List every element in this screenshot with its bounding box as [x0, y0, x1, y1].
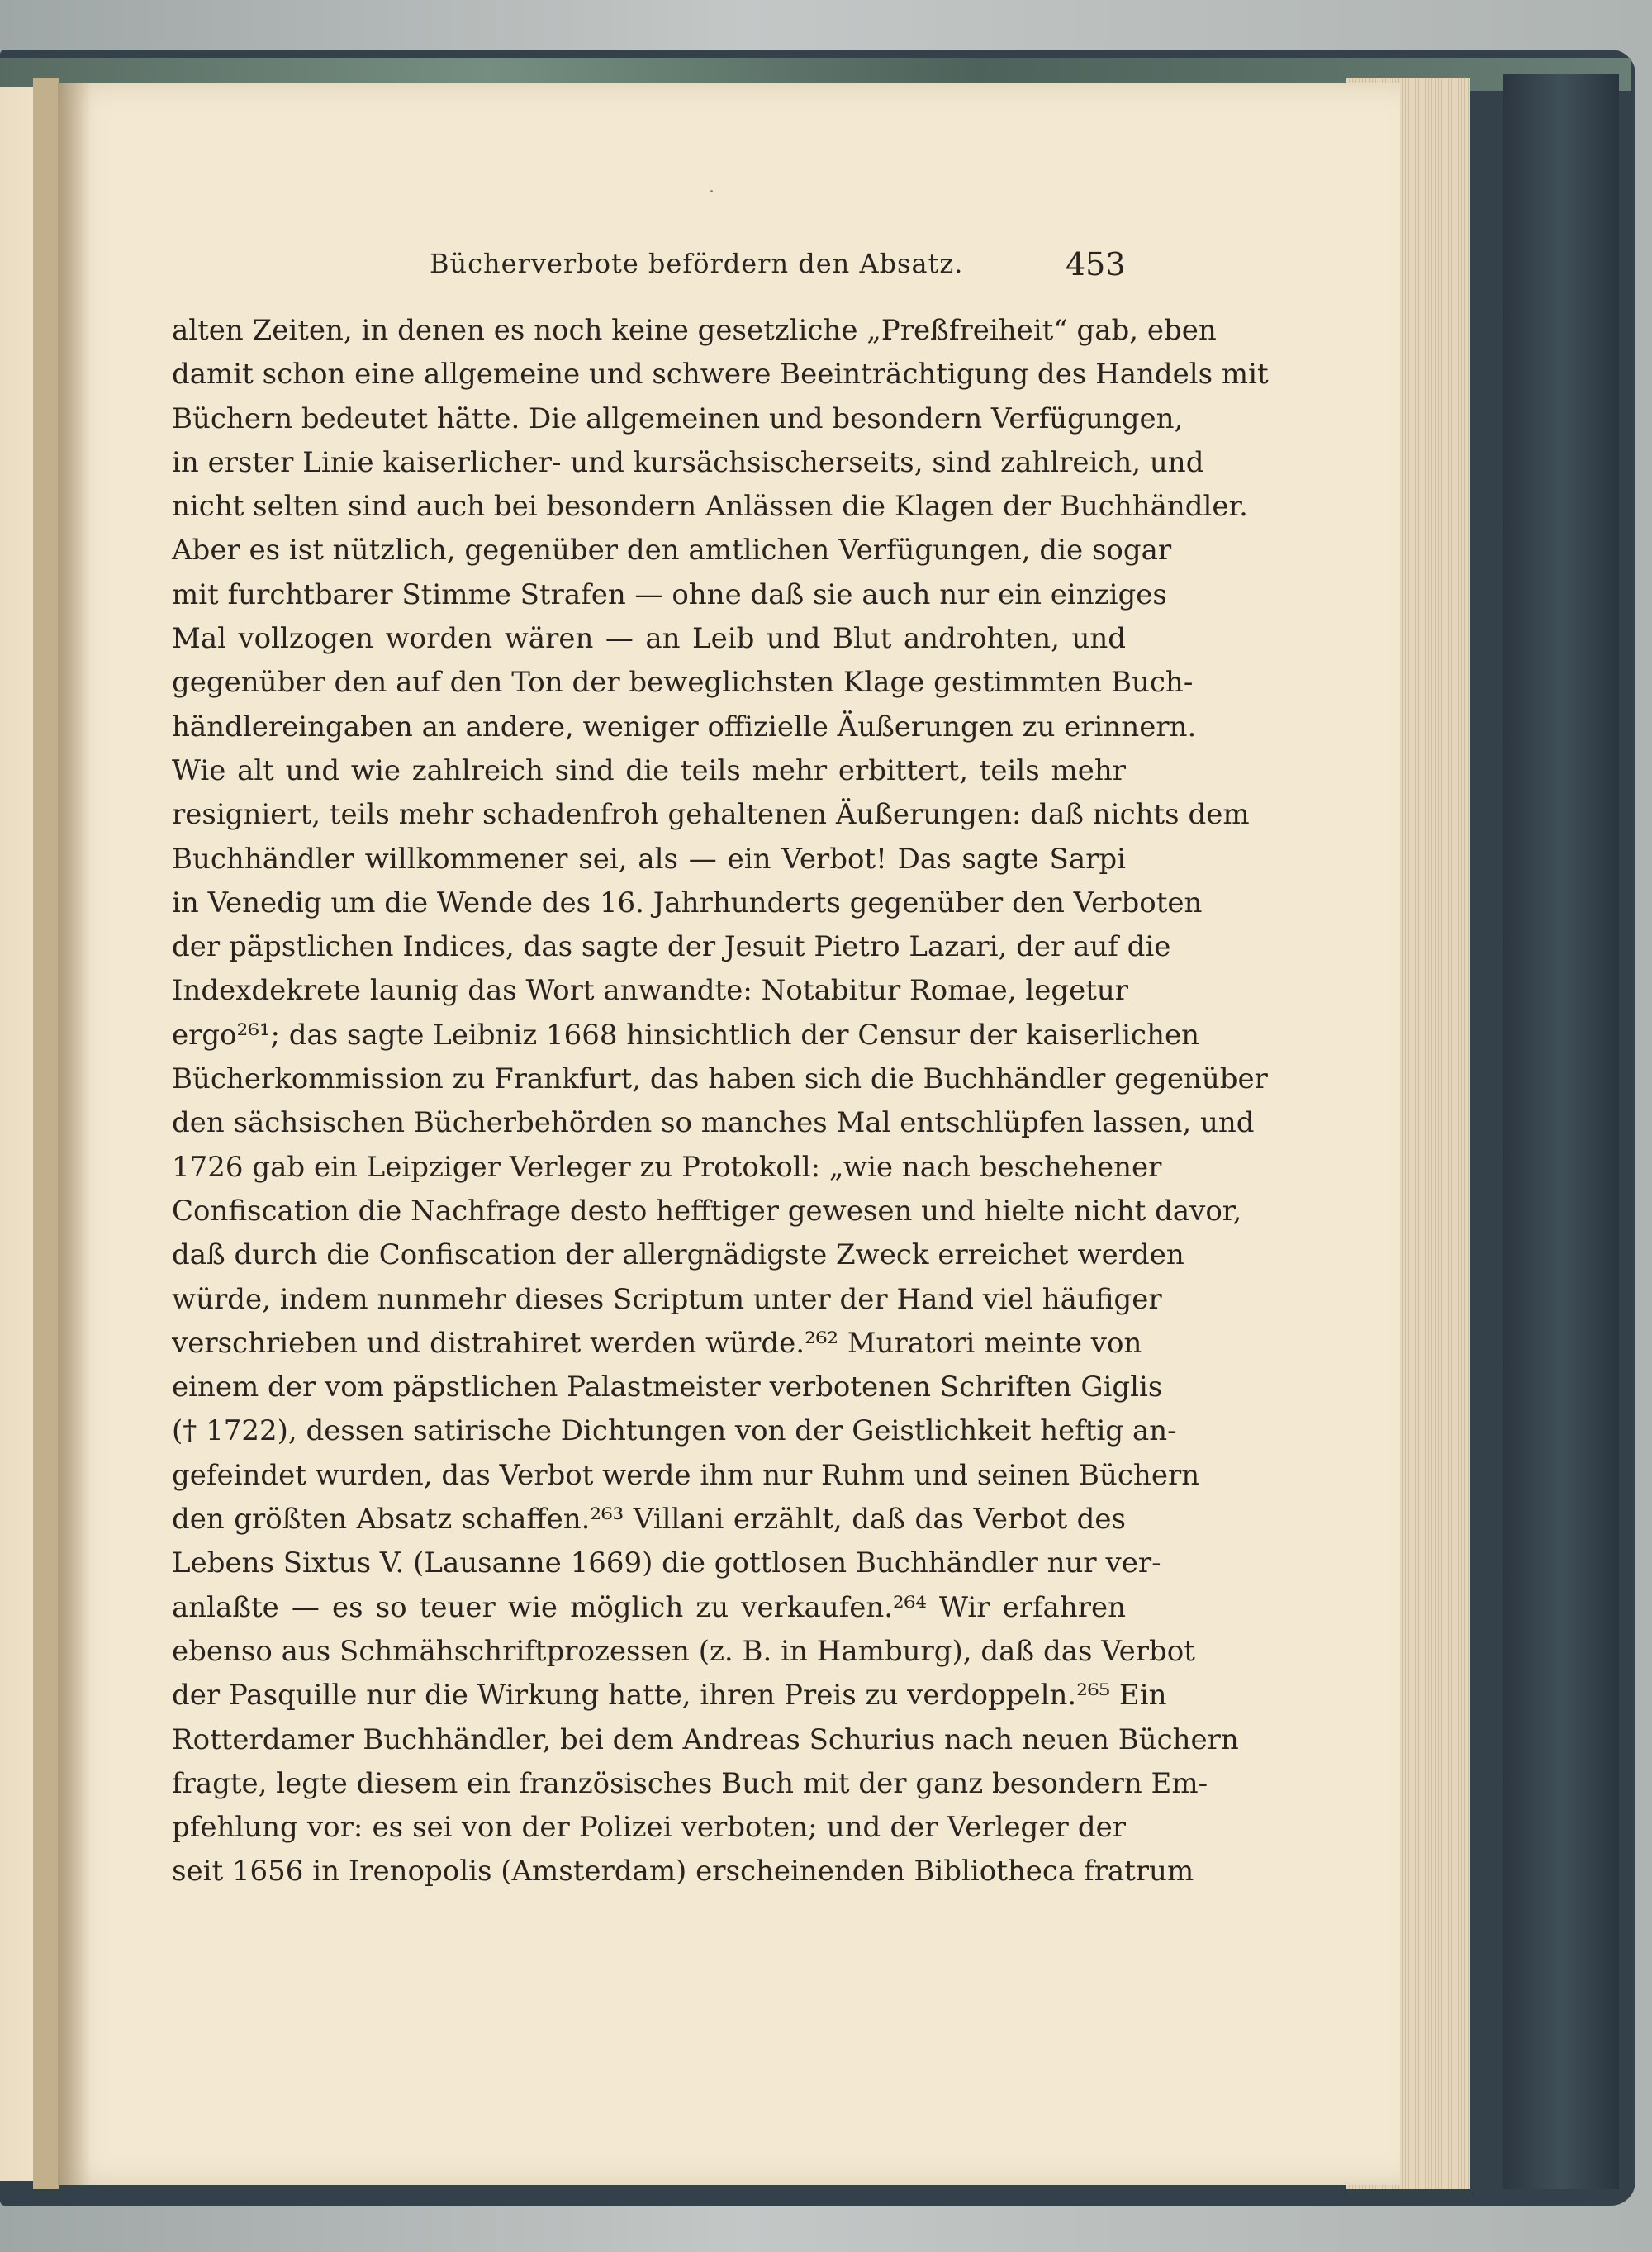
- text-line: 1726 gab ein Leipziger Verleger zu Protokoll: „wie nach beschehener: [172, 1150, 1162, 1184]
- text-line: verschrieben und distrahiret werden würde.²⁶² Muratori meinte von: [172, 1326, 1142, 1360]
- text-line: († 1722), dessen satirische Dichtungen von der Geistlichkeit heftig an-: [172, 1414, 1177, 1448]
- gutter-strip: [33, 78, 59, 2189]
- text-line: in Venedig um die Wende des 16. Jahrhunderts gegenüber den Verboten: [172, 886, 1203, 919]
- text-line: anlaßte — es so teuer wie möglich zu verkaufen.²⁶⁴ Wir erfahren: [172, 1590, 1126, 1624]
- text-line: in erster Linie kaiserlicher- und kursächsischerseits, sind zahlreich, und: [172, 445, 1204, 479]
- text-line: damit schon eine allgemeine und schwere Beeinträchtigung des Handels mit: [172, 358, 1269, 392]
- text-line: ergo²⁶¹; das sagte Leibniz 1668 hinsichtlich der Censur der kaiserlichen: [172, 1018, 1199, 1052]
- text-line: den sächsischen Bücherbehörden so manches Mal entschlüpfen lassen, und: [172, 1106, 1255, 1140]
- text-line: Lebens Sixtus V. (Lausanne 1669) die gottlosen Buchhändler nur ver-: [172, 1546, 1161, 1580]
- text-line: daß durch die Confiscation der allergnädigste Zweck erreichet werden: [172, 1238, 1184, 1272]
- paper-speck: [710, 190, 713, 192]
- text-line: einem der vom päpstlichen Palastmeister verbotenen Schriften Giglis: [172, 1371, 1163, 1404]
- text-line: der päpstlichen Indices, das sagte der Jesuit Pietro Lazari, der auf die: [172, 930, 1171, 964]
- text-line: Bücherkommission zu Frankfurt, das haben sich die Buchhändler gegenüber: [172, 1062, 1268, 1096]
- page-gutter-shadow: [58, 83, 91, 2185]
- text-line: Confiscation die Nachfrage desto hefftiger gewesen und hielte nicht davor,: [172, 1194, 1242, 1228]
- text-line: Büchern bedeutet hätte. Die allgemeinen und besondern Verfügungen,: [172, 401, 1184, 435]
- text-line: fragte, legte diesem ein französisches Buch mit der ganz besondern Em-: [172, 1766, 1208, 1800]
- text-line: ebenso aus Schmähschriftprozessen (z. B. in Hamburg), daß das Verbot: [172, 1634, 1195, 1668]
- text-line: Buchhändler willkommener sei, als — ein Verbot! Das sagte Sarpi: [172, 842, 1126, 876]
- page-number: 453: [1066, 246, 1126, 283]
- back-cover-edge: [1503, 74, 1619, 2189]
- running-head: Bücherverbote befördern den Absatz.: [430, 248, 964, 279]
- text-line: mit furchtbarer Stimme Strafen — ohne daß sie auch nur ein einziges: [172, 577, 1167, 611]
- text-line: gegenüber den auf den Ton der beweglichsten Klage gestimmten Buch-: [172, 666, 1194, 700]
- text-line: resigniert, teils mehr schadenfroh gehaltenen Äußerungen: daß nichts dem: [172, 798, 1250, 832]
- text-line: würde, indem nunmehr dieses Scriptum unter der Hand viel häufiger: [172, 1282, 1162, 1316]
- text-line: nicht selten sind auch bei besondern Anlässen die Klagen der Buchhändler.: [172, 490, 1248, 524]
- text-line: Wie alt und wie zahlreich sind die teils mehr erbittert, teils mehr: [172, 753, 1126, 787]
- text-line: Rotterdamer Buchhändler, bei dem Andreas Schurius nach neuen Büchern: [172, 1722, 1239, 1756]
- text-line: Indexdekrete launig das Wort anwandte: Notabitur Romae, legetur: [172, 974, 1129, 1008]
- text-line: den größten Absatz schaffen.²⁶³ Villani erzählt, daß das Verbot des: [172, 1503, 1126, 1537]
- text-line: Mal vollzogen worden wären — an Leib und Blut androhten, und: [172, 622, 1126, 656]
- text-line: der Pasquille nur die Wirkung hatte, ihren Preis zu verdoppeln.²⁶⁵ Ein: [172, 1679, 1167, 1713]
- text-line: alten Zeiten, in denen es noch keine gesetzliche „Preßfreiheit“ gab, eben: [172, 314, 1217, 347]
- text-line: gefeindet wurden, das Verbot werde ihm nur Ruhm und seinen Büchern: [172, 1458, 1200, 1492]
- text-line: Aber es ist nützlich, gegenüber den amtlichen Verfügungen, die sogar: [172, 534, 1172, 568]
- text-line: pfehlung vor: es sei von der Polizei verboten; und der Verleger der: [172, 1811, 1126, 1845]
- text-line: händlereingaben an andere, weniger offizielle Äußerungen zu erinnern.: [172, 710, 1197, 744]
- body-text: [172, 309, 1269, 1894]
- text-line: seit 1656 in Irenopolis (Amsterdam) erscheinenden Bibliotheca fratrum: [172, 1855, 1194, 1889]
